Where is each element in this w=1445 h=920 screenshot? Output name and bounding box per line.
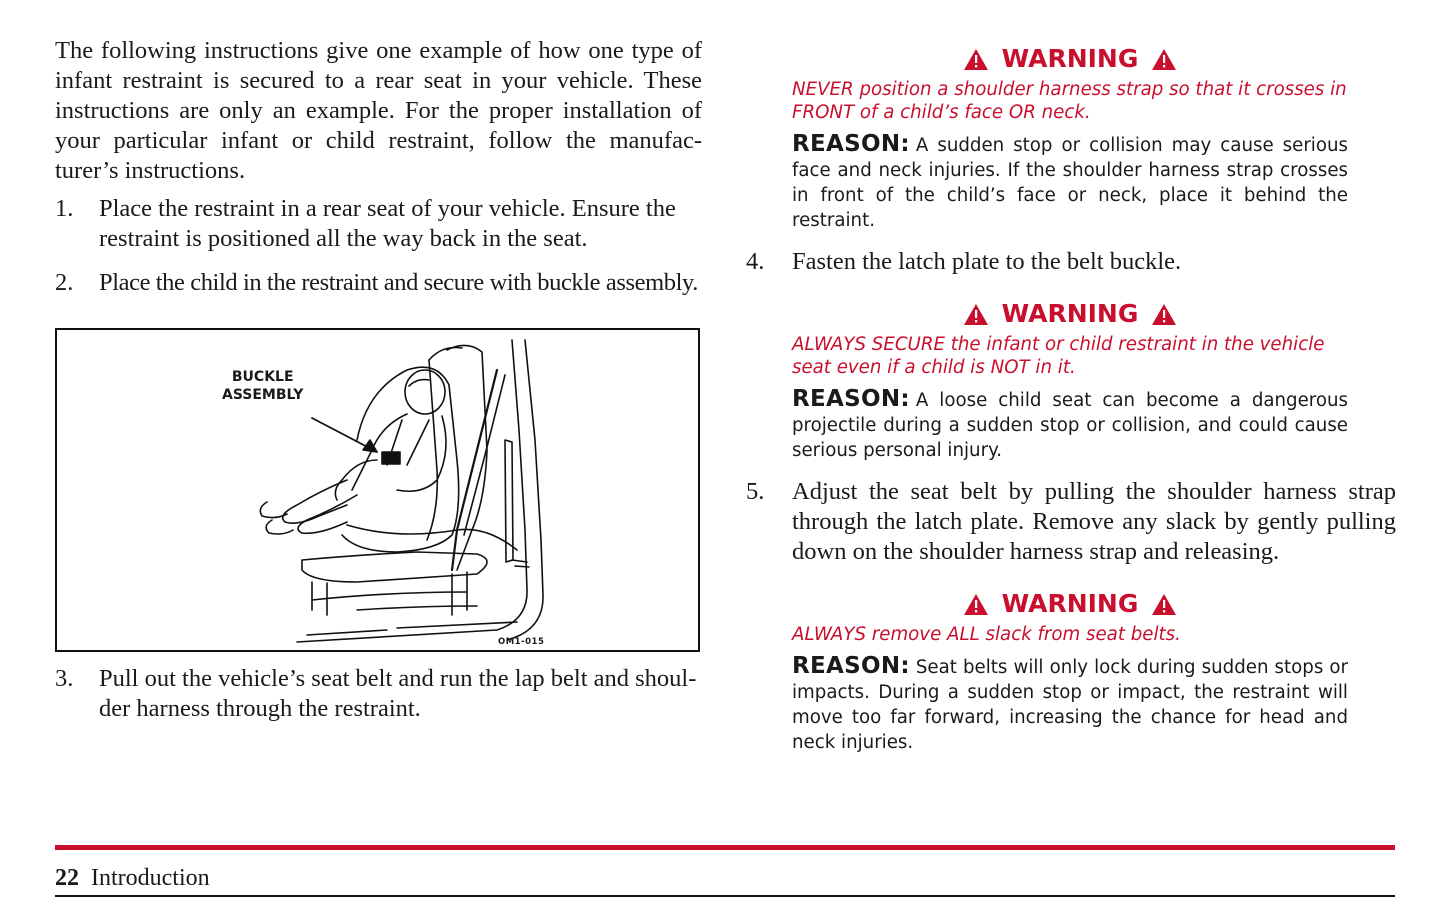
warning-text: NEVER position a shoulder harness strap so that it crosses in FRONT of a child’s face OR neck. [792, 79, 1347, 123]
footer-label [55, 864, 1395, 892]
child-seat-illustration [57, 330, 700, 652]
step-item [746, 477, 1396, 567]
warning-triangle-icon [1152, 49, 1176, 70]
warning-triangle-icon [964, 304, 988, 325]
warning-box [792, 585, 1348, 755]
label-line-1: BUCKLE [231, 369, 294, 385]
warning-heading [792, 40, 1348, 78]
warning-triangle-icon [964, 49, 988, 70]
reason-text: Seat belts will only lock during sudden stops or impacts. During a sudden stop or impact, the restraint will move too far forward, increasing the chance for head and neck injuries. [792, 657, 1348, 753]
warning-text: ALWAYS SECURE the infant or child restraint in the vehicle seat even if a child is NOT in it. [792, 334, 1325, 378]
warning-text: ALWAYS remove ALL slack from seat belts. [792, 624, 1181, 645]
left-column [55, 36, 702, 312]
step-text: Place the child in the restraint and secure with buckle assembly. [99, 269, 699, 296]
step-item [55, 664, 702, 724]
reason-label: REASON: [792, 386, 910, 412]
step-item [55, 268, 702, 298]
warning-box [792, 295, 1348, 463]
warning-triangle-icon [1152, 304, 1176, 325]
section-name: Introduction [91, 865, 210, 891]
warning-title: WARNING [1001, 44, 1139, 73]
step-text: Pull out the vehicle’s seat belt and run the lap belt and shoul-der harness through the restraint. [99, 665, 697, 722]
warning-triangle-icon [964, 594, 988, 615]
reason-block [792, 132, 1348, 233]
figure-code: OM1-015 [498, 637, 545, 647]
warning-title: WARNING [1001, 299, 1139, 328]
step-item [746, 247, 1396, 277]
step-item-3 [55, 664, 702, 738]
step-number: 4. [746, 248, 765, 275]
page-number: 22 [55, 865, 79, 891]
step-text: Place the restraint in a rear seat of your vehicle. Ensure the restraint is positioned all the way back in the seat. [99, 195, 676, 252]
buckle-assembly-label [222, 368, 303, 404]
reason-text: A loose child seat can become a dangerous projectile during a sudden stop or collision, and could cause serious personal injury. [792, 390, 1348, 461]
buckle-assembly-figure [55, 328, 700, 652]
step-number: 3. [55, 665, 74, 692]
warning-box [792, 40, 1348, 233]
intro-paragraph: The following instructions give one example of how one type of infant restraint is secured to a rear seat in your vehicle. These instructions are only an example. For the proper installation of your particular infant or child restraint, follow the manufac-turer’s instructions. [55, 37, 702, 184]
warning-title: WARNING [1001, 589, 1139, 618]
step-number: 2. [55, 269, 74, 296]
right-column [746, 40, 1396, 755]
reason-block [792, 654, 1348, 755]
footer-black-rule [55, 895, 1395, 897]
page-footer [55, 845, 1395, 892]
reason-text: A sudden stop or collision may cause serious face and neck injuries. If the shoulder harness strap crosses in front of the child’s face or neck, place it behind the restraint. [792, 135, 1348, 231]
warning-heading [792, 295, 1348, 333]
reason-label: REASON: [792, 131, 910, 157]
reason-block [792, 387, 1348, 463]
step-text: Fasten the latch plate to the belt buckle. [792, 248, 1182, 275]
reason-label: REASON: [792, 653, 910, 679]
step-number: 5. [746, 478, 765, 505]
warning-triangle-icon [1152, 594, 1176, 615]
label-line-2: ASSEMBLY [222, 387, 304, 403]
step-text: Adjust the seat belt by pulling the shoulder harness strap through the latch plate. Remove any slack by gently pulling down on the shoulder harness strap and releasing. [792, 478, 1396, 565]
warning-heading [792, 585, 1348, 623]
step-item [55, 194, 702, 254]
step-number: 1. [55, 195, 74, 222]
footer-red-rule [55, 845, 1395, 850]
